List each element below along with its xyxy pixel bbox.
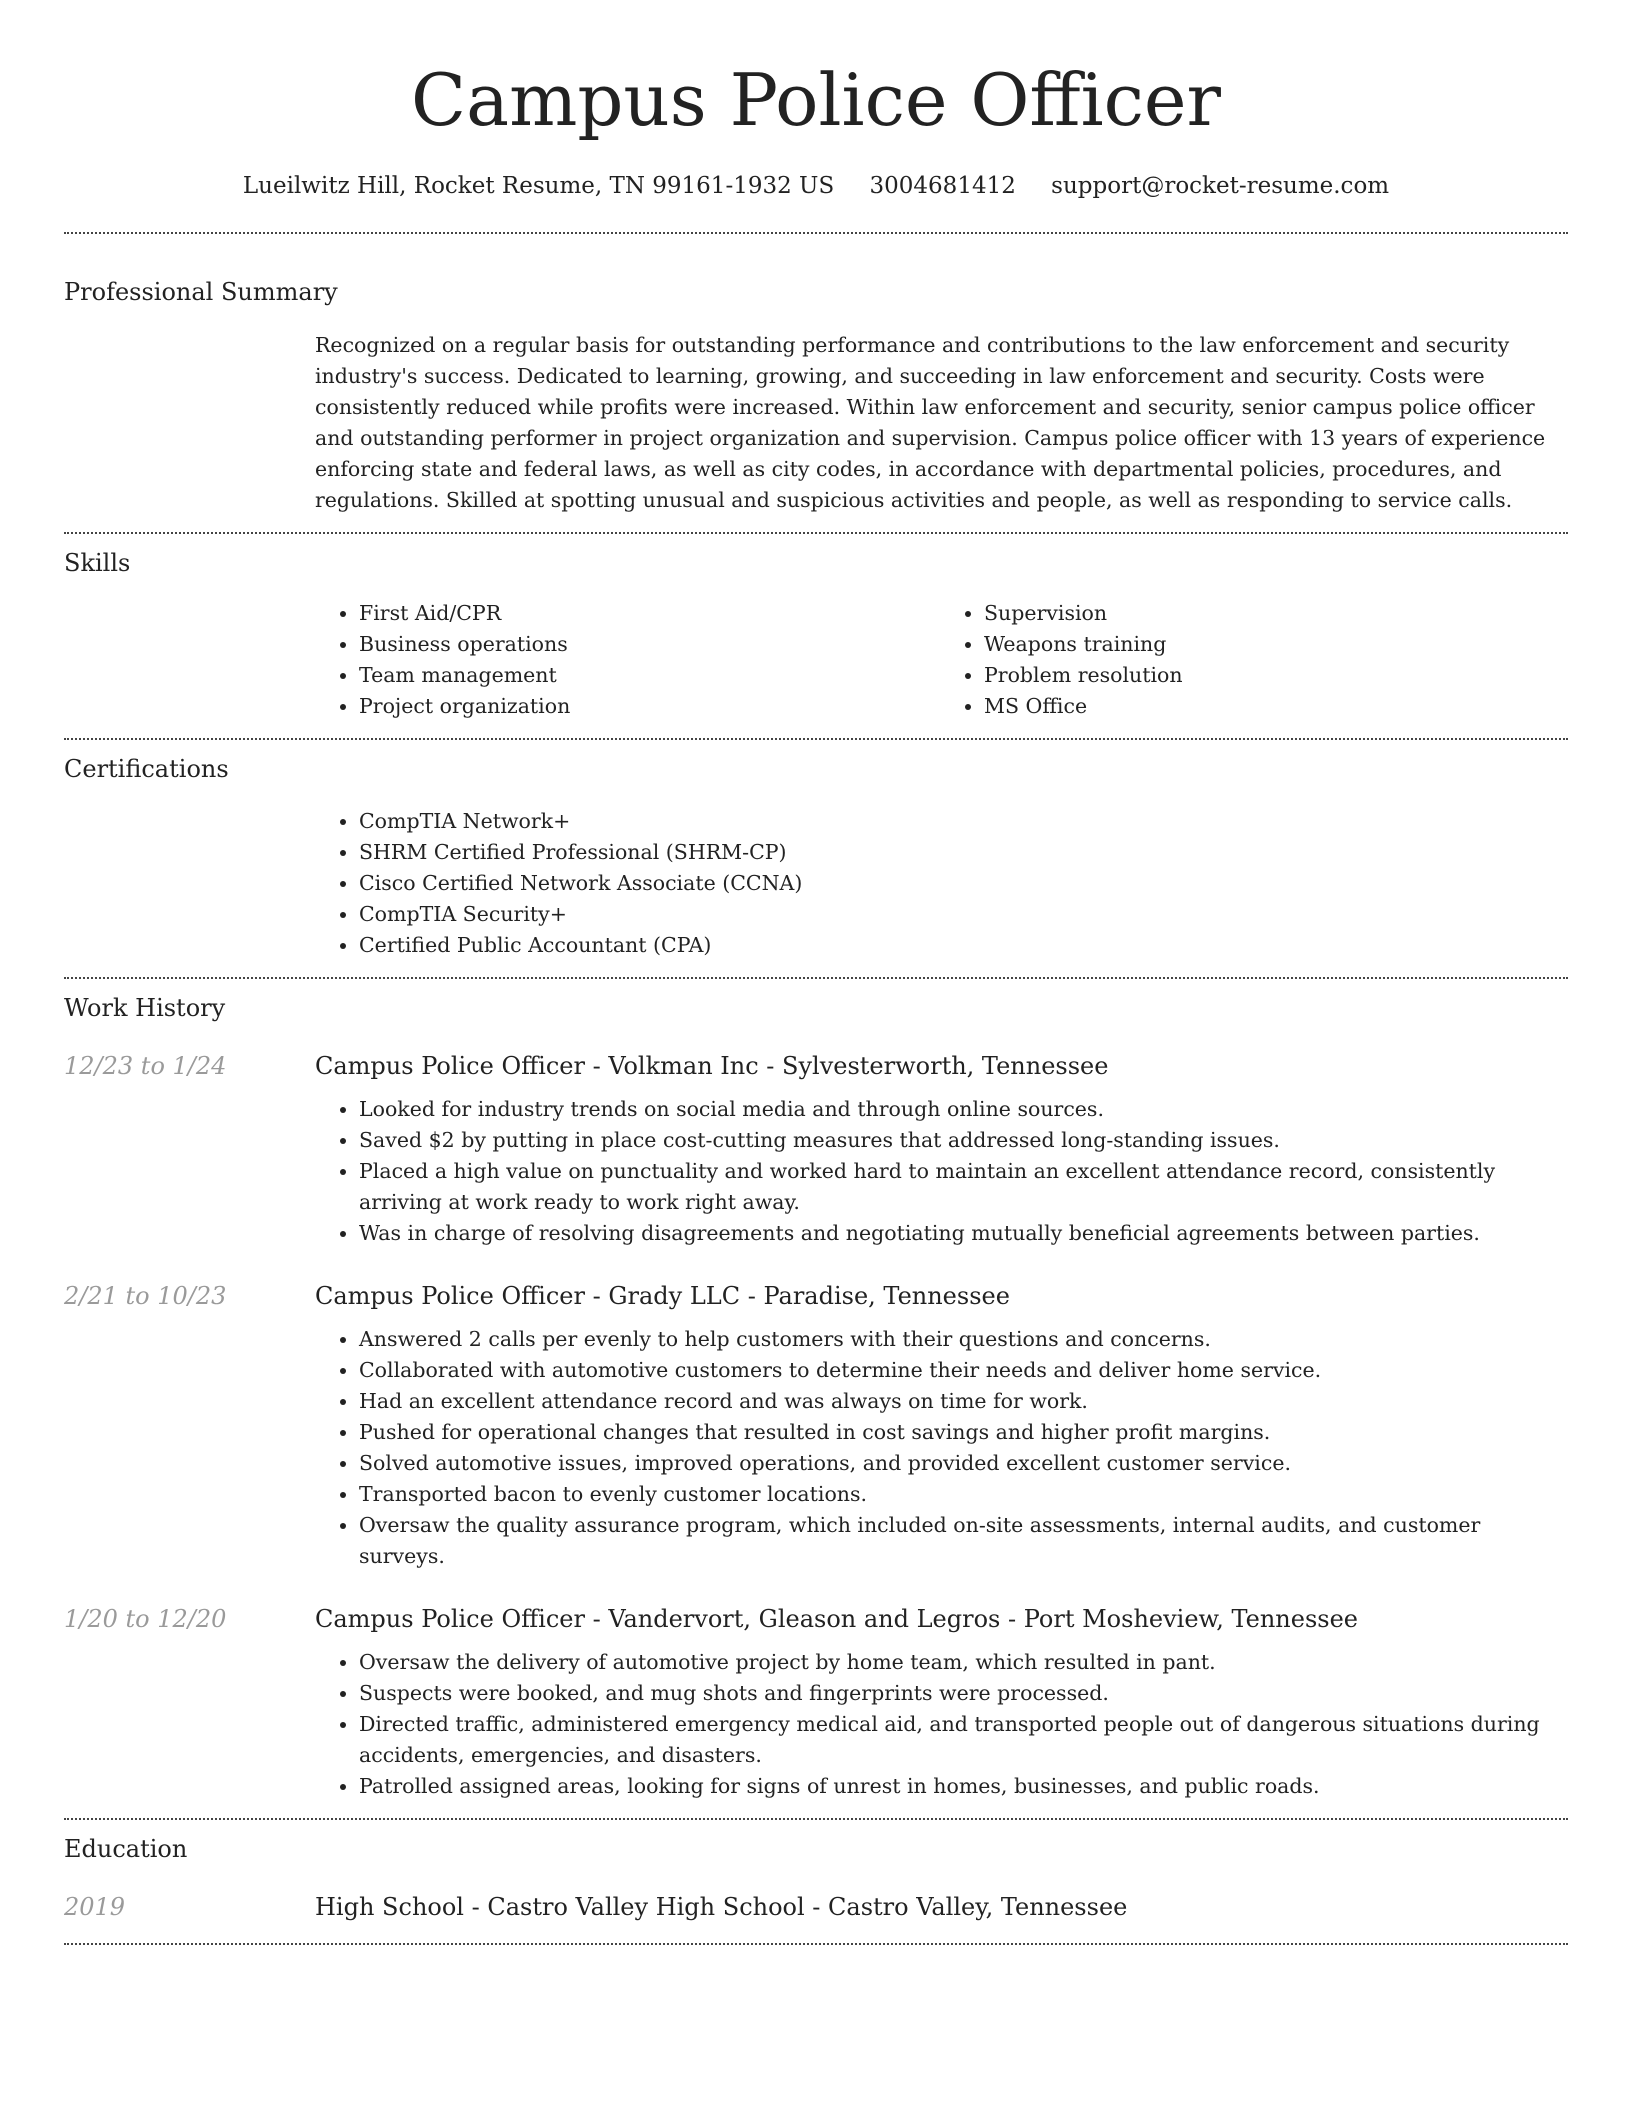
skill-item: • Project organization [359, 691, 940, 722]
certification-item: • Cisco Certified Network Associate (CCNA) [359, 868, 1565, 899]
education-section [64, 1833, 1568, 1923]
job-body [315, 1050, 1568, 1249]
job-bullet: • Suspects were booked, and mug shots and fingerprints were processed. [359, 1678, 1568, 1709]
skill-item: • Problem resolution [984, 660, 1565, 691]
job-bullet: • Looked for industry trends on social media and through online sources. [359, 1094, 1568, 1125]
work-history-title: Work History [64, 994, 226, 1022]
section-divider [64, 738, 1568, 740]
education-title: Education [64, 1835, 188, 1863]
section-divider [64, 232, 1568, 234]
job-bullets [315, 1324, 1568, 1572]
job-body [315, 1280, 1568, 1572]
certification-item: • CompTIA Network+ [359, 806, 1565, 837]
certifications-section [64, 753, 1568, 961]
job-bullet: • Patrolled assigned areas, looking for signs of unrest in homes, businesses, and public roads. [359, 1771, 1568, 1802]
skills-list-right [940, 598, 1565, 722]
job-entry [64, 1280, 1568, 1572]
skills-columns [315, 598, 1565, 722]
contact-line [64, 170, 1568, 202]
job-bullet: • Oversaw the quality assurance program, which included on-site assessments, internal audits, and customer surveys. [359, 1510, 1568, 1572]
certifications-title: Certifications [64, 755, 229, 783]
contact-address: Lueilwitz Hill, Rocket Resume, TN 99161-1932 US [242, 173, 835, 199]
job-bullets [315, 1647, 1568, 1802]
job-dates: 2/21 to 10/23 [64, 1282, 227, 1310]
education-year: 2019 [64, 1893, 126, 1921]
education-entry [64, 1891, 1568, 1923]
job-bullet: • Answered 2 calls per evenly to help customers with their questions and concerns. [359, 1324, 1568, 1355]
job-bullet: • Placed a high value on punctuality and worked hard to maintain an excellent attendance record, consistently arriving at work ready to work right away. [359, 1156, 1568, 1218]
contact-email: support@rocket-resume.com [1051, 173, 1390, 199]
job-heading: Campus Police Officer - Grady LLC - Paradise, Tennessee [315, 1282, 1010, 1310]
skill-item: • First Aid/CPR [359, 598, 940, 629]
skills-title: Skills [64, 549, 131, 577]
resume-page [64, 0, 1568, 1945]
education-heading: High School - Castro Valley High School - Castro Valley, Tennessee [315, 1893, 1128, 1921]
job-body [315, 1603, 1568, 1802]
job-bullet: • Had an excellent attendance record and was always on time for work. [359, 1386, 1568, 1417]
contact-phone: 3004681412 [869, 173, 1016, 199]
job-heading: Campus Police Officer - Vandervort, Gleason and Legros - Port Mosheview, Tennessee [315, 1605, 1358, 1633]
work-history-section [64, 992, 1568, 1802]
job-bullet: • Saved $2 by putting in place cost-cutting measures that addressed long-standing issues. [359, 1125, 1568, 1156]
summary-section [64, 276, 1568, 516]
job-heading: Campus Police Officer - Volkman Inc - Sylvesterworth, Tennessee [315, 1052, 1109, 1080]
skill-item: • Business operations [359, 629, 940, 660]
certification-item: • SHRM Certified Professional (SHRM-CP) [359, 837, 1565, 868]
section-divider [64, 1818, 1568, 1820]
job-entry [64, 1050, 1568, 1249]
job-dates: 12/23 to 1/24 [64, 1052, 227, 1080]
skill-item: • Team management [359, 660, 940, 691]
summary-text: Recognized on a regular basis for outstanding performance and contributions to the law enforcement and security industry's success. Dedicated to learning, growing, and succeeding in law enforcement and security. Costs were consistently reduced while profits were increased. Within law enforcement and security, senior campus police officer and outstanding performer in project organization and supervision. Campus police officer with 13 years of experience enforcing state and federal laws, as well as city codes, in accordance with departmental policies, procedures, and regulations. Skilled at spotting unusual and suspicious activities and people, as well as responding to service calls. [315, 333, 1546, 512]
education-body [315, 1891, 1568, 1923]
skill-item: • Weapons training [984, 629, 1565, 660]
certifications-list-wrap [315, 806, 1565, 961]
job-entry [64, 1603, 1568, 1802]
skills-section [64, 547, 1568, 722]
job-dates: 1/20 to 12/20 [64, 1605, 227, 1633]
section-divider [64, 1943, 1568, 1945]
job-bullet: • Oversaw the delivery of automotive project by home team, which resulted in pant. [359, 1647, 1568, 1678]
skills-list-left [315, 598, 940, 722]
certifications-list [315, 806, 1565, 961]
job-bullet: • Was in charge of resolving disagreements and negotiating mutually beneficial agreements between parties. [359, 1218, 1568, 1249]
skill-item: • Supervision [984, 598, 1565, 629]
job-bullet: • Collaborated with automotive customers to determine their needs and deliver home service. [359, 1355, 1568, 1386]
job-bullet: • Pushed for operational changes that resulted in cost savings and higher profit margins. [359, 1417, 1568, 1448]
certification-item: • Certified Public Accountant (CPA) [359, 930, 1565, 961]
section-divider [64, 532, 1568, 534]
job-bullets [315, 1094, 1568, 1249]
summary-title: Professional Summary [64, 278, 338, 306]
job-bullet: • Directed traffic, administered emergency medical aid, and transported people out of dangerous situations during accidents, emergencies, and disasters. [359, 1709, 1568, 1771]
section-divider [64, 977, 1568, 979]
certification-item: • CompTIA Security+ [359, 899, 1565, 930]
job-bullet: • Solved automotive issues, improved operations, and provided excellent customer service. [359, 1448, 1568, 1479]
skill-item: • MS Office [984, 691, 1565, 722]
job-bullet: • Transported bacon to evenly customer locations. [359, 1479, 1568, 1510]
resume-name: Campus Police Officer [411, 58, 1221, 142]
